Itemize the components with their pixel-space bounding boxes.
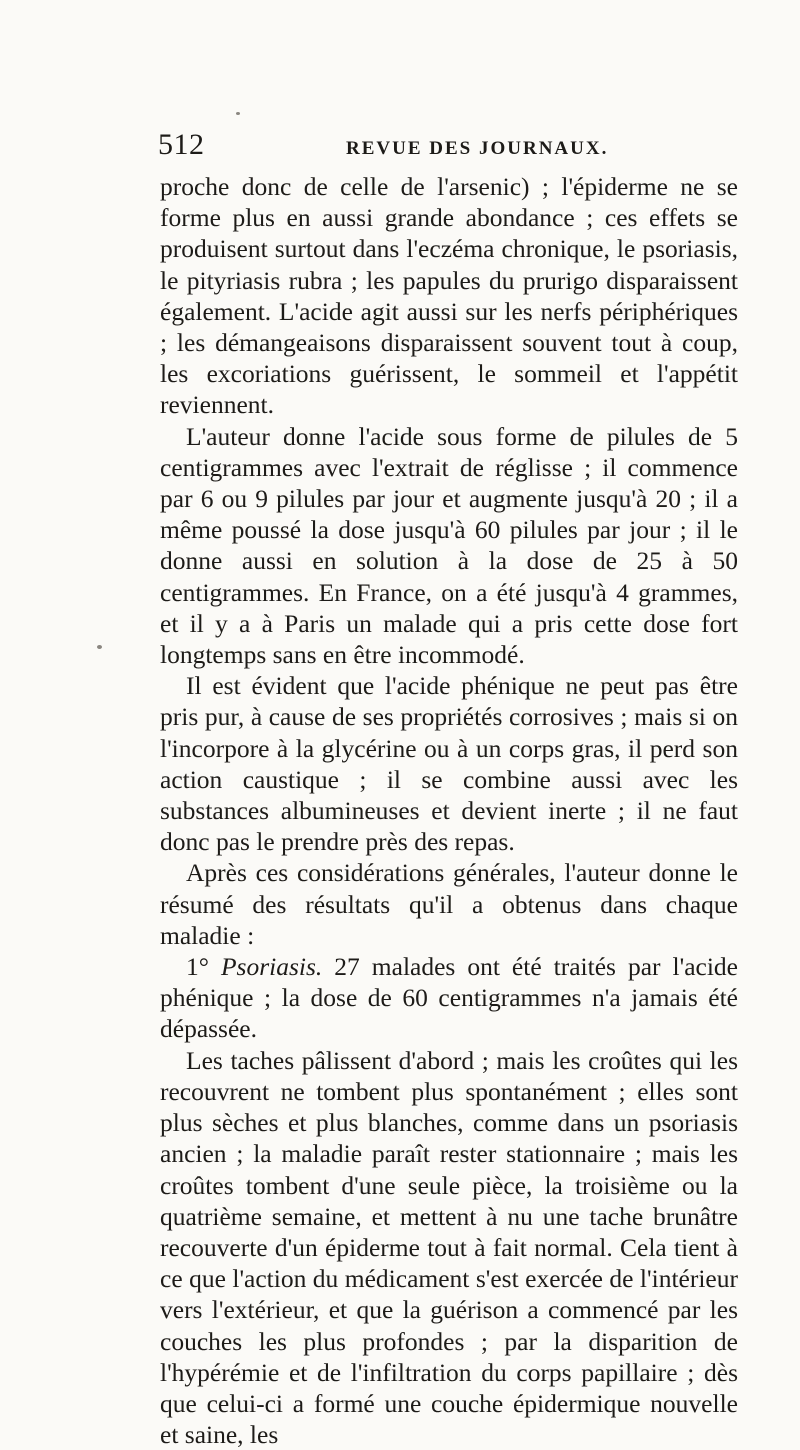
item-number: 1° xyxy=(186,952,221,982)
paper-speck xyxy=(236,112,240,115)
paragraph-dosage: L'auteur donne l'acide sous forme de pilules de 5 centigrammes avec l'extrait de réglisse ; il commence par 6 ou 9 pilules par jour et augmente jusqu'à 20 ; il a même poussé la dose jusqu'à 60 pilules par jour ; il le donne aussi en solution à la dose de 25 à 50 centigrammes. En France, on a été jusqu'à 4 grammes, et il y a à Paris un malade qui a pris cette dose fort longtemps sans en être incommodé. xyxy=(160,421,738,670)
paragraph-continuation: proche donc de celle de l'arsenic) ; l'épiderme ne se forme plus en aussi grande abondance ; ces effets se produisent surtout dans l'eczéma chronique, le psoriasis, le pityriasis rubra ; les papules du prurigo disparaissent également. L'acide agit aussi sur les nerfs périphériques ; les démangeaisons disparaissent souvent tout à coup, les excoriations guérissent, le sommeil et l'appétit reviennent. xyxy=(160,172,738,420)
body-text xyxy=(160,171,738,1450)
paragraph-corrosive-properties: Il est évident que l'acide phénique ne peut pas être pris pur, à cause de ses propriétés corrosives ; mais si on l'incorpore à la glycérine ou à un corps gras, il perd son action caustique ; il se combine aussi avec les substances albumineuses et devient inerte ; il ne faut donc pas le prendre près des repas. xyxy=(160,671,738,857)
paragraph-results-intro: Après ces considérations générales, l'auteur donne le résumé des résultats qu'il a obtenus dans chaque maladie : xyxy=(160,858,738,950)
page-number: 512 xyxy=(158,128,205,161)
item-title: Psoriasis. xyxy=(220,952,323,982)
page-header xyxy=(158,128,740,168)
running-head: REVUE DES JOURNAUX. xyxy=(346,138,609,159)
paper-speck xyxy=(97,645,102,649)
paragraph-psoriasis-item xyxy=(160,951,738,1045)
item-text: 27 malades ont été traités par l'acide phénique ; la dose de 60 centigrammes n'a jamais été dépassée. xyxy=(160,952,738,1044)
paragraph-psoriasis-description: Les taches pâlissent d'abord ; mais les croûtes qui les recouvrent ne tombent plus spontanément ; elles sont plus sèches et plus blanches, comme dans un psoriasis ancien ; la maladie paraît rester stationnaire ; mais les croûtes tombent d'une seule pièce, la troisième ou la quatrième semaine, et mettent à nu une tache brunâtre recouverte d'un épiderme tout à fait normal. Cela tient à ce que l'action du médicament s'est exercée de l'intérieur vers l'extérieur, et que la guérison a commencé par les couches les plus profondes ; par la disparition de l'hypérémie et de l'infiltration du corps papillaire ; dès que celui-ci a formé une couche épidermique nouvelle et saine, les xyxy=(160,1045,738,1450)
